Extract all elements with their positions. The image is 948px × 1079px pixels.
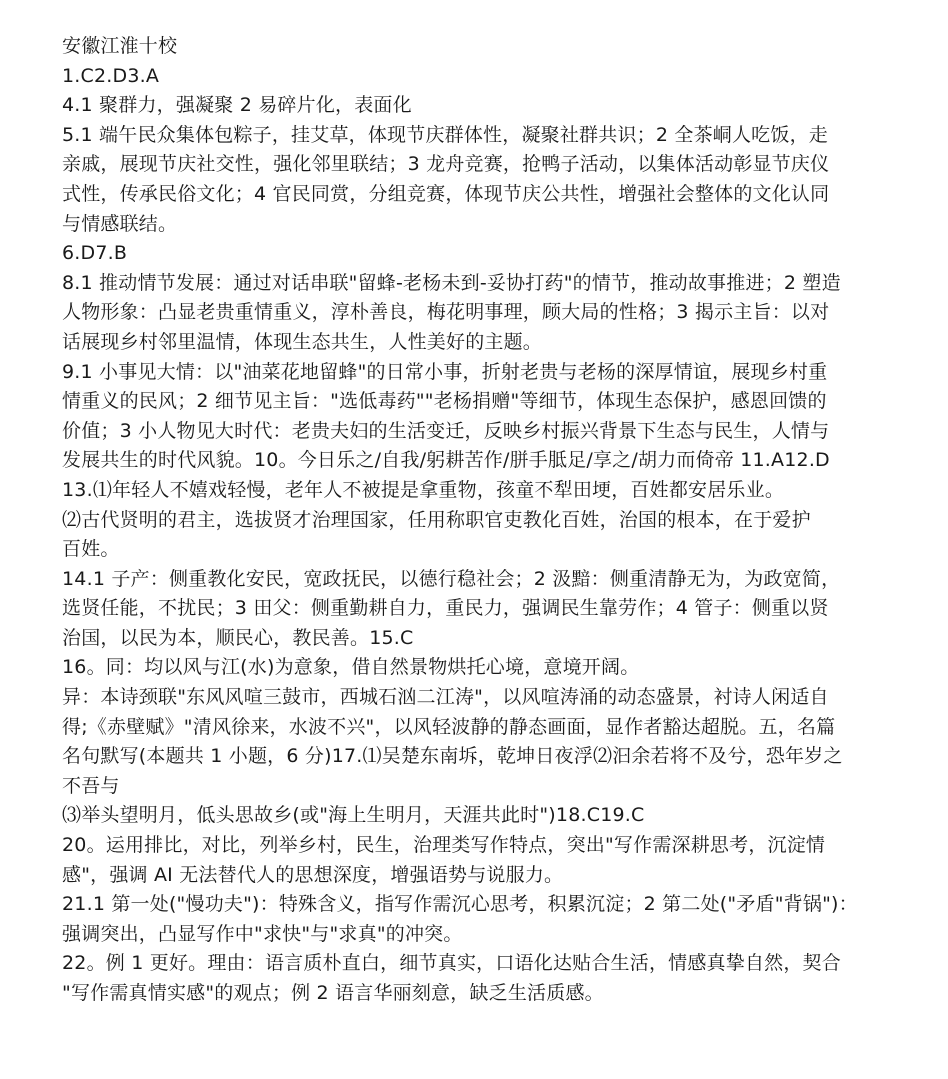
text-line: 百姓。 (62, 538, 120, 561)
text-line: 话展现乡村邻里温情，体现生态共生，人性美好的主题。 (62, 330, 543, 353)
text-line: 13.⑴年轻人不嬉戏轻慢，老年人不被提是拿重物，孩童不犁田埂，百姓都安居乐业。 (62, 478, 785, 501)
text-line: 6.D7.B (62, 242, 128, 265)
text-line: 得;《赤壁赋》"清风徐来，水波不兴"，以风轻波静的静态画面，显作者豁达超脱。五，名篇 (62, 715, 836, 738)
text-line: 选贤任能，不扰民；3 田父：侧重勤耕自力，重民力，强调民生靠劳作；4 管子：侧重以贤 (62, 597, 829, 620)
text-line: 1.C2.D3.A (62, 64, 160, 87)
text-line: 强调突出，凸显写作中"求快"与"求真"的冲突。 (62, 922, 463, 945)
text-line: 感"，强调 AI 无法替代人的思想深度，增强语势与说服力。 (62, 863, 564, 886)
text-line: 异：本诗颈联"东风风喧三鼓市，西城石汹二江涛"，以风喧涛涌的动态盛景，衬诗人闲适自 (62, 686, 829, 709)
text-line: 16。同：均以风与江(水)为意象，借自然景物烘托心境，意境开阔。 (62, 656, 640, 679)
text-line: 治国，以民为本，顺民心，教民善。15.C (62, 626, 414, 649)
text-line: 亲戚，展现节庆社交性，强化邻里联结；3 龙舟竞赛，抢鸭子活动，以集体活动彰显节庆仪 (62, 153, 830, 176)
text-line: ⑶举头望明月，低头思故乡(或"海上生明月，天涯共此时")18.C19.C (62, 804, 645, 827)
text-line: 发展共生的时代风貌。10。今日乐之/自我/躬耕苦作/胼手胝足/享之/胡力而倚帝 11.A12.D (62, 449, 830, 472)
text-line: 21.1 第一处("慢功夫")：特殊含义，指写作需沉心思考，积累沉淀；2 第二处("矛盾"背锅")： (62, 893, 858, 916)
text-line: 22。例 1 更好。理由：语言质朴直白，细节真实，口语化达贴合生活，情感真挚自然，契合 (62, 952, 841, 975)
text-line: 名句默写(本题共 1 小题，6 分)17.⑴吴楚东南坼，乾坤日夜浮⑵汩余若将不及兮，恐年岁之 (62, 745, 843, 768)
text-line: 与情感联结。 (62, 212, 178, 235)
text-line: 价值；3 小人物见大时代：老贵夫妇的生活变迁，反映乡村振兴背景下生态与民生，人情与 (62, 419, 830, 442)
text-line: 人物形象：凸显老贵重情重义，淳朴善良，梅花明事理，顾大局的性格；3 揭示主旨：以对 (62, 301, 830, 324)
text-line: 20。运用排比，对比，列举乡村，民生，治理类写作特点，突出"写作需深耕思考，沉淀情 (62, 834, 826, 857)
answer-key-document (62, 0, 890, 1038)
text-line: "写作需真情实感"的观点；例 2 语言华丽刻意，缺乏生活质感。 (62, 982, 604, 1004)
text-line: 式性，传承民俗文化；4 官民同赏，分组竞赛，体现节庆公共性，增强社会整体的文化认同 (62, 182, 830, 205)
text-line: 不吾与 (62, 774, 120, 797)
document-title: 安徽江淮十校 (62, 35, 178, 57)
text-line: 5.1 端午民众集体包粽子，挂艾草，体现节庆群体性，凝聚社群共识；2 全茶峒人吃饭，走 (62, 123, 828, 146)
text-line: 情重义的民风；2 细节见主旨："选低毒药""老杨捐赠"等细节，体现生态保护，感恩回馈的 (62, 390, 827, 413)
text-line: 14.1 子产：侧重教化安民，宽政抚民，以德行稳社会；2 汲黯：侧重清静无为，为政宽简， (62, 567, 841, 590)
text-line (62, 1009, 890, 1039)
text-line: 9.1 小事见大情：以"油菜花地留蜂"的日常小事，折射老贵与老杨的深厚情谊，展现乡村重 (62, 360, 828, 383)
text-line: ⑵古代贤明的君主，选拔贤才治理国家，任用称职官吏教化百姓，治国的根本，在于爱护 (62, 508, 811, 531)
text-line: 8.1 推动情节发展：通过对话串联"留蜂-老杨未到-妥协打药"的情节，推动故事推进；2 塑造 (62, 271, 841, 294)
text-line: 4.1 聚群力，强凝聚 2 易碎片化，表面化 (62, 94, 412, 117)
